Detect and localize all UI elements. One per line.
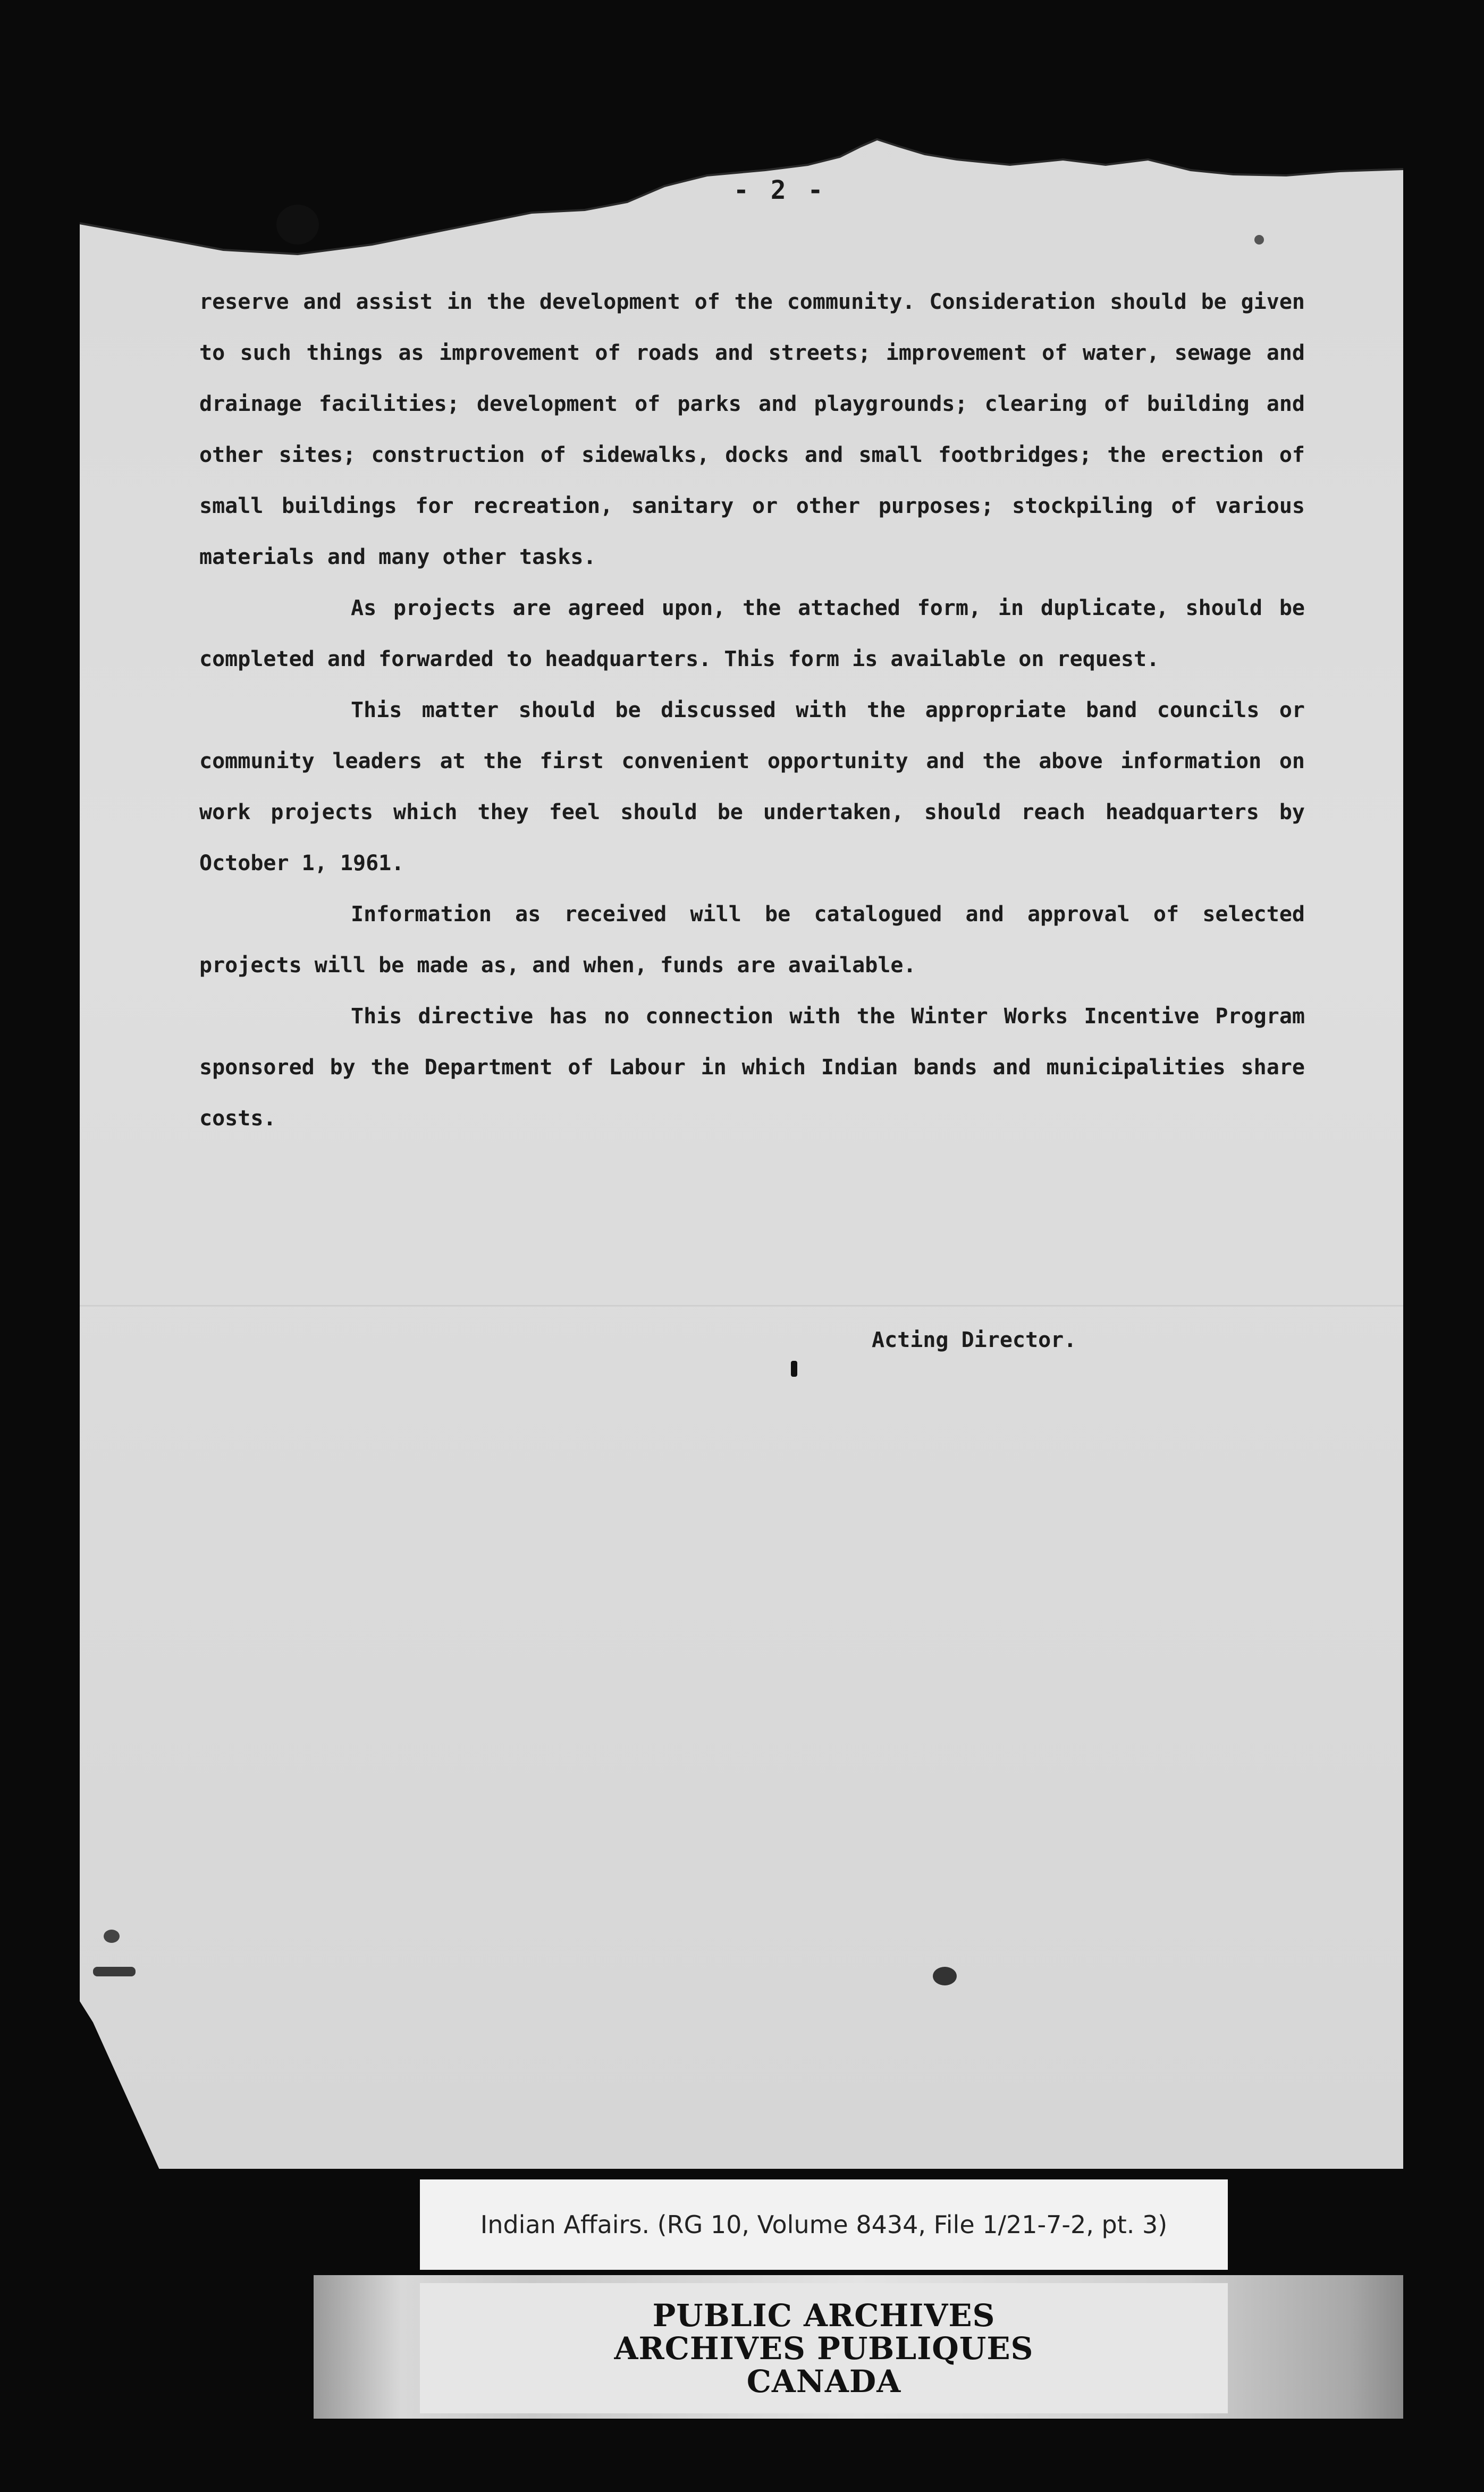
stamp-line-french: ARCHIVES PUBLIQUES: [614, 2330, 1034, 2367]
archive-stamp: [420, 2283, 1228, 2413]
paragraph-4: Information as received will be catalogued and approval of selected projects will be made as, and when, funds are available.: [199, 902, 1305, 978]
ink-speck: [1254, 235, 1264, 245]
ink-speck: [933, 1967, 957, 1985]
archive-reference-label: [420, 2179, 1228, 2270]
ink-blot: [276, 205, 319, 245]
paragraph-1: reserve and assist in the development of the community. Consideration should be given to such things as improvement of roads and streets; improvement of water, sewage and drainage facilities; development of parks and playgrounds; clearing of building and other sites; construction of sidewalks, docks and small footbridges; the erection of small buildings for recreation, sanitary or other purposes; stockpiling of various materials and many other tasks.: [199, 290, 1305, 569]
stamp-line-english: PUBLIC ARCHIVES: [652, 2297, 996, 2334]
signature-title: Acting Director.: [872, 1328, 1077, 1352]
ink-speck: [104, 1930, 120, 1943]
letter-body: [199, 276, 1305, 1144]
ink-speck: [93, 1967, 136, 1976]
ink-speck: [791, 1361, 797, 1377]
paragraph-2: As projects are agreed upon, the attached form, in duplicate, should be completed and forwarded to headquarters. This form is available on request.: [199, 596, 1305, 671]
paragraph-3: This matter should be discussed with the appropriate band councils or community leaders at the first convenient opportunity and the above information on work projects which they feel should be undertaken, should reach headquarters by October 1, 1961.: [199, 698, 1305, 875]
paragraph-5: This directive has no connection with the Winter Works Incentive Program sponsored by the Department of Labour in which Indian bands and municipalities share costs.: [199, 1004, 1305, 1131]
stamp-line-country: CANADA: [746, 2363, 901, 2400]
page-fold: [80, 1305, 1403, 1308]
archive-reference-text: Indian Affairs. (RG 10, Volume 8434, File 1/21-7-2, pt. 3): [480, 2210, 1168, 2239]
page-number: - 2 -: [733, 175, 827, 205]
